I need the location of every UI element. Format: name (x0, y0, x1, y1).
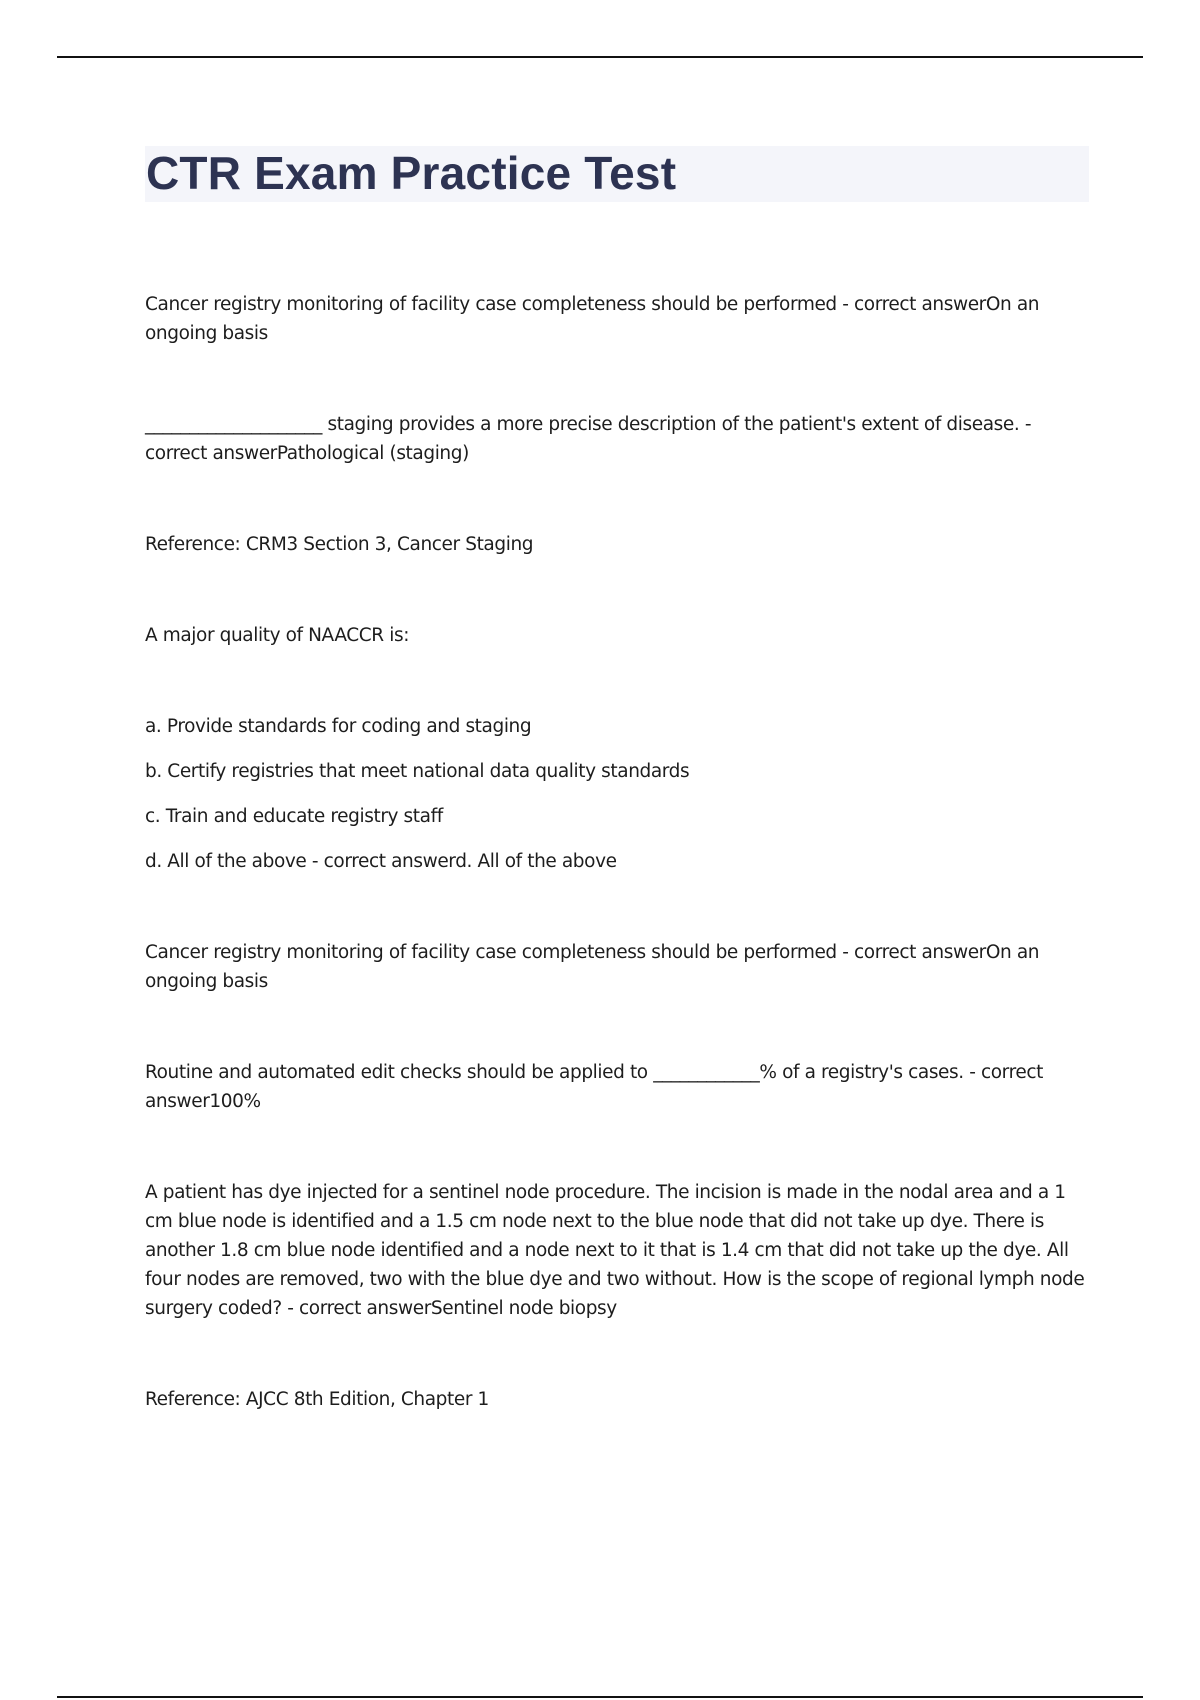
page-title: CTR Exam Practice Test (146, 147, 677, 199)
question-case-completeness-repeat: Cancer registry monitoring of facility case completeness should be performed - correct answerOn an ongoing basis (145, 942, 1045, 992)
question-pathological-staging: ____________________ staging provides a more precise description of the patient's extent of disease. - correct answerPathological (staging) (145, 414, 1037, 464)
option-d-answer: d. All of the above - correct answerd. All of the above (145, 851, 617, 872)
question-naaccr: A major quality of NAACCR is: (145, 625, 410, 646)
question-case-completeness: Cancer registry monitoring of facility case completeness should be performed - correct answerOn an ongoing basis (145, 294, 1045, 344)
option-a: a. Provide standards for coding and staging (145, 716, 532, 737)
footer-rule (57, 1696, 1143, 1698)
reference-crm3: Reference: CRM3 Section 3, Cancer Staging (145, 534, 534, 555)
reference-ajcc: Reference: AJCC 8th Edition, Chapter 1 (145, 1389, 489, 1410)
question-sentinel-node: A patient has dye injected for a sentinel node procedure. The incision is made in the nodal area and a 1 cm blue node is identified and a 1.5 cm node next to the blue node that did not take up dye. There is another 1.8 cm blue node identified and a node next to it that is 1.4 cm that did not take up the dye. All four nodes are removed, two with the blue dye and two without. How is the scope of regional lymph node surgery coded? - correct answerSentinel node biopsy (145, 1182, 1090, 1319)
question-edit-checks: Routine and automated edit checks should be applied to ____________% of a registry's cases. - correct answer100% (145, 1062, 1049, 1112)
option-c: c. Train and educate registry staff (145, 806, 443, 827)
document-body (145, 290, 1091, 1414)
header-rule (57, 56, 1143, 58)
option-b: b. Certify registries that meet national data quality standards (145, 761, 690, 782)
